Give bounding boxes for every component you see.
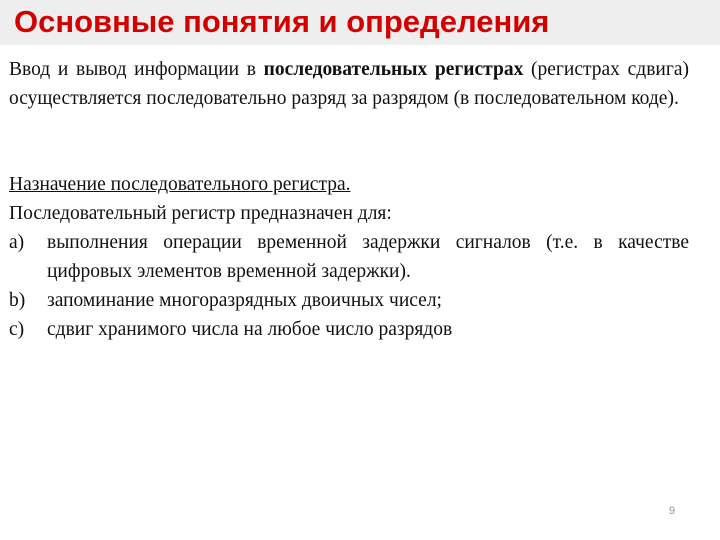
list-item-text: выполнения операции временной задержки сигналов (т.е. в качестве цифровых элементов временной задержки). xyxy=(47,232,689,282)
list-item xyxy=(9,315,689,344)
intro-paragraph xyxy=(9,55,689,113)
list-marker: a) xyxy=(9,232,25,253)
list-item xyxy=(9,228,689,286)
intro-text-start: Ввод и вывод информации в xyxy=(9,59,264,80)
list-marker: c) xyxy=(9,319,25,340)
list-item xyxy=(9,286,689,315)
slide-title: Основные понятия и определения xyxy=(14,4,550,39)
purpose-heading: Назначение последовательного регистра. xyxy=(9,174,351,195)
page-number: 9 xyxy=(668,505,676,517)
intro-text-end: (регистрах сдвига) осуществляется последовательно разряд за разрядом (в последовательном коде). xyxy=(9,59,689,109)
list-item-text: сдвиг хранимого числа на любое число разрядов xyxy=(47,319,453,340)
purpose-section xyxy=(9,170,689,344)
purpose-list xyxy=(9,228,689,344)
purpose-lead: Последовательный регистр предназначен для: xyxy=(9,203,392,224)
list-item-text: запоминание многоразрядных двоичных чисел; xyxy=(47,290,442,311)
intro-bold-term: последовательных регистрах xyxy=(263,59,524,80)
list-marker: b) xyxy=(9,290,26,311)
